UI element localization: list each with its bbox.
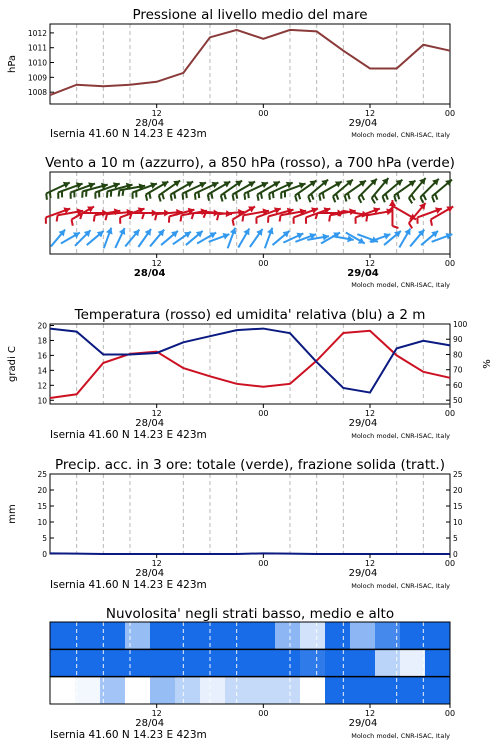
x-tick-label: 12 [364,709,376,718]
cloud-cell-alto [200,622,226,649]
wind-arrow-10m [104,228,113,249]
cloud-cell-basso [275,677,301,704]
wind-barb [409,223,412,228]
wind-barb [46,193,47,199]
wind-barb [372,198,375,203]
y-tick-label: 1008 [27,88,47,98]
wind-barb [269,193,270,199]
cloud-cell-alto [175,622,201,649]
x-tick-label: 12 [151,409,162,418]
cloud-cell-basso [425,677,451,704]
wind-barb [233,220,234,226]
y-tick-label: 1011 [27,43,47,53]
wind-barb [374,195,377,200]
cloud-cell-alto [425,622,451,649]
y-axis-label: mm [7,504,18,524]
x-tick-label: 12 [364,259,376,268]
y-axis-label: hPa [7,54,18,74]
wind-barb [208,195,209,201]
precipitation-line [50,553,450,554]
y-tick-label-right: 80 [453,350,463,360]
x-tick-label: 00 [258,709,269,718]
cloud-cell-medio [175,649,201,676]
wind-barb [57,215,58,221]
cloud-cell-alto [400,622,426,649]
x-tick-label: 00 [258,409,269,418]
wind-arrow-10m [370,233,391,242]
cloud-cell-alto [75,622,101,649]
wind-barb [358,197,361,203]
date-label: 28/04 [135,718,165,729]
plot-frame [50,24,450,104]
cloud-cell-alto [325,622,351,649]
wind-barb [411,195,414,200]
cloud-cell-medio [275,649,301,676]
pressure-chart [7,7,455,140]
cloud-cell-basso [50,677,76,704]
y-tick-label-right: 90 [453,335,463,345]
wind-barb [233,195,234,201]
wind-barb [94,215,95,221]
location-label: Isernia 41.60 N 14.23 E 423m [50,128,207,140]
chart-title: Precip. acc. in 3 ore: totale (verde), frazione solida (tratt.) [55,457,445,473]
cloud-cell-medio [300,649,326,676]
y-tick-label-right: 50 [453,396,463,406]
wind-barb [72,220,73,226]
chart-title: Vento a 10 m (azzurro), a 850 hPa (rosso), a 700 hPa (verde) [45,155,455,171]
wind-barb [336,194,338,200]
y-tick-label-right: 5 [453,534,458,543]
wind-barb [361,194,364,200]
wind-arrow-850 [329,208,356,221]
wind-barb [198,192,199,198]
wind-barb [298,193,300,199]
cloud-cell-alto [275,622,301,649]
date-label: 28/04 [133,268,166,279]
location-label: Isernia 41.60 N 14.23 E 423m [50,579,207,591]
wind-arrow-10m [138,229,151,247]
plot-frame [50,324,450,404]
wind-barb [311,194,313,200]
wind-arrow-10m [265,228,274,249]
wind-arrow-10m [250,229,263,247]
cloud-cell-medio [225,649,251,676]
wind-barb [50,192,51,198]
cloud-cell-medio [150,649,176,676]
cloud-cell-basso [150,677,176,704]
temperature-line [50,331,450,398]
wind-barb [280,215,281,221]
wind-barb [149,193,150,199]
cloud-cell-basso [175,677,201,704]
wind-barb [236,193,237,199]
y-tick-label: 15 [37,502,47,511]
date-label: 29/04 [348,718,378,729]
x-tick-label: 00 [444,409,456,418]
cloud-cell-alto [225,622,251,649]
wind-barb [106,214,107,220]
wind-barb [248,192,249,198]
wind-barb [162,193,164,199]
chart-title: Pressione al livello medio del mare [132,7,368,23]
cloud-cell-basso [350,677,376,704]
cloud-cell-medio [425,649,451,676]
cloud-cell-basso [250,677,276,704]
wind-arrow-10m [125,230,139,247]
wind-arrow-10m [273,231,290,245]
x-tick-label: 12 [151,559,162,568]
cloud-cell-medio [400,649,426,676]
wind-arrow-850 [306,207,330,223]
wind-barb [329,215,330,221]
wind-barb [119,190,120,196]
credit-label: Moloch model, CNR-ISAC, Italy [351,131,450,139]
wind-barb [431,220,432,226]
chart-title: Nuvolosita' negli strati basso, medio e alto [105,606,395,622]
cloud-cell-alto [250,622,276,649]
location-label: Isernia 41.60 N 14.23 E 423m [50,729,207,741]
x-tick-label: 12 [364,559,376,568]
cloud-cell-alto [350,622,376,649]
wind-barb [159,195,161,201]
y-tick-label: 18 [37,336,47,346]
y-tick-label: 1010 [27,58,47,68]
wind-barb [366,215,367,221]
y-axis-label-right: % [482,359,493,369]
y-tick-label: 10 [37,396,47,406]
temperature-chart [7,307,493,441]
y-tick-label-right: 25 [453,470,463,479]
x-tick-label: 00 [258,109,269,118]
cloud-cell-basso [75,677,101,704]
y-axis-label: gradi C [7,346,18,382]
cloud-cell-medio [350,649,376,676]
x-tick-label: 12 [151,709,162,718]
y-tick-label: 1012 [27,28,47,38]
x-tick-label: 00 [444,109,456,118]
wind-barb [244,193,245,199]
wind-arrow-10m [115,228,125,248]
y-tick-label: 12 [37,381,47,391]
wind-barb [319,195,320,201]
location-label: Isernia 41.60 N 14.23 E 423m [50,429,207,441]
wind-barb [348,193,350,199]
wind-barb [224,193,226,199]
wind-arrow-10m [228,228,237,249]
date-label: 29/04 [347,268,379,279]
cloud-cell-medio [125,649,151,676]
y-tick-label-right: 100 [453,320,468,329]
credit-label: Moloch model, CNR-ISAC, Italy [351,281,450,289]
wind-arrow-850 [120,207,144,223]
x-tick-label: 00 [444,709,456,718]
y-tick-label-right: 20 [453,486,463,495]
y-tick-label-right: 0 [453,550,458,559]
wind-barb [435,194,437,200]
cloud-cell-medio [250,649,276,676]
credit-label: Moloch model, CNR-ISAC, Italy [351,432,450,440]
y-tick-label: 5 [42,534,47,543]
wind-barb [394,195,396,201]
x-tick-label: 00 [258,259,269,268]
chart-title: Temperatura (rosso) ed umidita' relativa (blu) a 2 m [74,307,426,323]
wind-arrow-10m [51,230,65,247]
wind-barb [261,193,262,199]
wind-barb [392,226,398,228]
wind-barb [174,193,175,199]
cloud-cell-basso [225,677,251,704]
wind-barb [432,196,434,202]
wind-barb [155,214,156,220]
wind-barb [257,195,258,201]
y-tick-label-right: 70 [453,365,463,375]
wind-barb [295,195,297,201]
date-label: 29/04 [348,568,378,579]
wind-barb [333,196,335,202]
cloud-cell-alto [125,622,151,649]
y-tick-label-right: 15 [453,502,463,511]
y-tick-label: 25 [37,470,47,479]
wind-barb [423,194,426,200]
date-label: 28/04 [135,118,165,129]
wind-barb [242,215,243,221]
cloud-cell-basso [325,677,351,704]
wind-barb [273,192,274,198]
cloud-cell-alto [150,622,176,649]
credit-label: Moloch model, CNR-ISAC, Italy [351,732,450,740]
wind-barb [171,195,172,201]
wind-chart [45,155,455,289]
pressure-line [50,30,450,95]
y-tick-label-right: 60 [453,380,463,390]
date-label: 28/04 [135,418,165,429]
date-label: 29/04 [348,418,378,429]
wind-barb [345,195,347,201]
cloud-cell-medio [50,649,76,676]
y-tick-label: 14 [37,366,47,376]
cloud-chart [50,606,455,741]
wind-arrow-10m [238,228,249,247]
x-tick-label: 00 [444,259,456,268]
plot-frame [50,474,450,554]
cloud-cell-basso [200,677,226,704]
wind-barb [217,214,218,220]
wind-barb [323,193,324,199]
x-tick-label: 12 [151,109,162,118]
x-tick-label: 12 [364,109,376,118]
y-tick-label: 1009 [27,73,47,83]
wind-barb [123,190,124,196]
wind-barb [182,193,183,199]
y-tick-label: 16 [37,351,47,361]
wind-barb [146,195,147,201]
wind-barb [211,193,212,199]
cloud-cell-alto [50,622,76,649]
y-tick-label: 0 [42,550,47,559]
wind-barb [221,195,223,201]
wind-barb [195,193,196,199]
x-tick-label: 00 [444,559,456,568]
x-tick-label: 12 [151,259,162,268]
y-tick-label-right: 10 [453,518,463,527]
cloud-cell-basso [125,677,151,704]
y-tick-label: 20 [37,321,47,331]
y-tick-label: 10 [37,518,47,527]
cloud-cell-alto [300,622,326,649]
cloud-cell-medio [75,649,101,676]
cloud-cell-basso [400,677,426,704]
wind-barb [386,194,388,200]
credit-label: Moloch model, CNR-ISAC, Italy [351,582,450,590]
wind-barb [409,198,412,203]
wind-arrow-850 [72,206,95,225]
x-tick-label: 00 [258,559,269,568]
cloud-cell-medio [325,649,351,676]
x-tick-label: 12 [364,409,376,418]
wind-barb [397,193,399,199]
cloud-cell-medio [200,649,226,676]
y-tick-label: 20 [37,486,47,495]
cloud-cell-basso [300,677,326,704]
date-label: 29/04 [348,118,378,129]
wind-barb [186,192,187,198]
wind-barb [181,215,182,221]
date-label: 28/04 [135,568,165,579]
wind-barb [420,197,423,203]
precipitation-chart [7,457,463,591]
wind-barb [382,196,384,202]
wind-barb [308,196,310,202]
